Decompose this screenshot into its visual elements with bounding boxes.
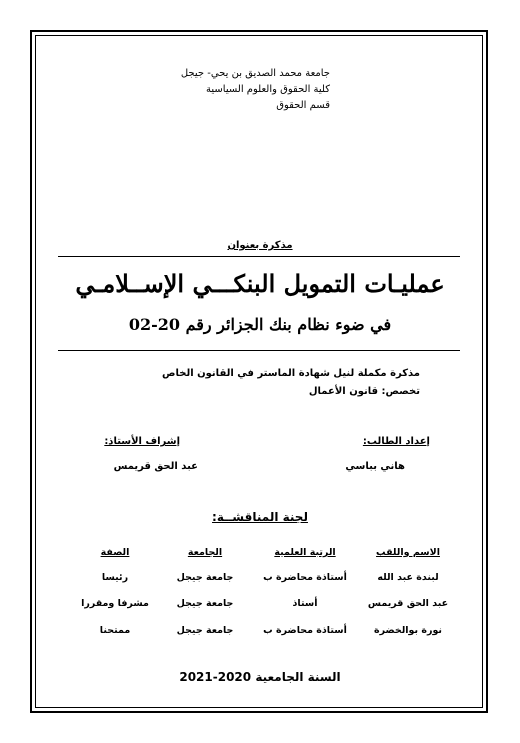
table-cell-rank: أستاذة محاضرة ب: [263, 625, 347, 636]
university-name: جامعة محمد الصديق بن يحي- جيجل: [180, 68, 330, 79]
thesis-title: عمليـات التمويل البنكـــي الإســلامـي: [75, 269, 445, 298]
column-header-university: الجامعة: [187, 547, 223, 558]
faculty-name: كلية الحقوق والعلوم السياسية: [206, 84, 330, 95]
student-name: هاني بباسي: [345, 461, 405, 472]
committee-title: لجنة المناقشــة:: [212, 510, 308, 524]
university-header: [181, 66, 330, 114]
column-header-role: الصفة: [100, 547, 130, 558]
table-cell-rank: أستاذ: [292, 598, 318, 609]
column-header-rank: الرتبة العلمية: [274, 547, 336, 558]
thesis-subtitle: في ضوء نظام بنك الجزائر رقم 20-02: [128, 315, 392, 334]
table-cell-name: لبندة عبد الله: [377, 572, 439, 583]
column-header-name: الاسم واللقب: [376, 547, 440, 558]
divider-bottom: [58, 350, 460, 351]
prepared-label: إعداد الطالب:: [362, 436, 430, 447]
supervisor-label: إشراف الأستاذ:: [104, 436, 180, 447]
academic-year: السنة الجامعية 2020-2021: [179, 670, 341, 684]
table-cell-university: جامعة جيجل: [176, 572, 234, 583]
thesis-lead: مذكرة بعنوان: [227, 240, 293, 251]
table-cell-role: ممتحنا: [99, 625, 131, 636]
table-cell-name: نورة بوالخضرة: [374, 625, 442, 636]
table-cell-university: جامعة جيجل: [176, 598, 234, 609]
table-cell-role: مشرفا ومقررا: [81, 598, 149, 609]
department-name: قسم الحقوق: [276, 100, 330, 111]
table-cell-university: جامعة جيجل: [176, 625, 234, 636]
divider-top: [58, 256, 460, 257]
supervisor-name: عبد الحق قريمس: [113, 461, 198, 472]
table-cell-name: عبد الحق قريمس: [367, 598, 449, 609]
specialty-line: تخصص: قانون الأعمال: [308, 386, 420, 397]
table-cell-rank: أستاذة محاضرة ب: [263, 572, 347, 583]
memo-line: مذكرة مكملة لنيل شهادة الماستر في القانون الخاص: [162, 368, 420, 379]
table-cell-role: رئيسا: [101, 572, 129, 583]
